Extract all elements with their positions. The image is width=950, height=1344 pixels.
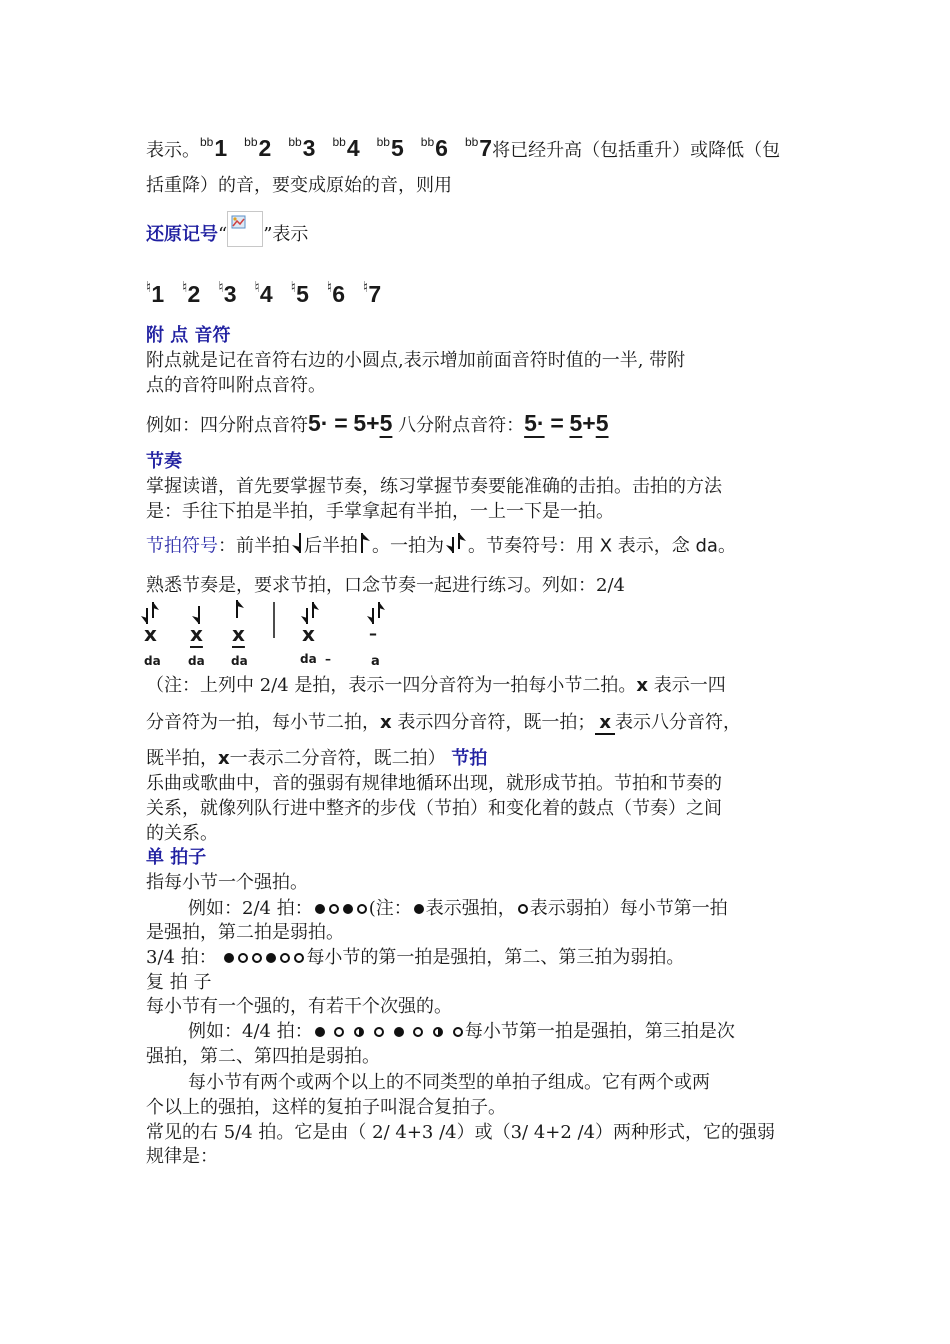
digit: 5	[390, 135, 404, 161]
digit: 5	[296, 281, 309, 307]
text: 。一拍为	[372, 535, 444, 557]
double-flat-sign: bb	[464, 135, 479, 149]
natural-icon: ♮	[182, 278, 188, 296]
syllable: da	[144, 654, 161, 668]
text: 每小节第一拍是强拍，第三拍是次	[464, 1021, 735, 1042]
digit: 6	[435, 135, 448, 161]
secondary-strong-beat-icon	[433, 1027, 443, 1037]
weak-beat-icon	[357, 904, 367, 914]
text: (注：	[368, 898, 412, 919]
note-line	[146, 711, 741, 735]
down-half-beat-icon	[290, 531, 304, 562]
paragraph: 常见的右 5/4 拍。它是由（ 2/ 4+3 /4）或（3/ 4+2 /4）两种形式，它的强弱	[146, 1122, 776, 1143]
syllable: a	[371, 654, 380, 669]
dotted-example	[146, 411, 609, 438]
double-flat-line	[146, 136, 780, 164]
natural-digits	[146, 278, 399, 309]
digit: 1	[214, 135, 228, 161]
text: 例如：4/4 拍：	[188, 1021, 313, 1042]
section-heading-dotted: 附 点 音符	[146, 325, 231, 346]
double-flat-sign: bb	[332, 135, 346, 149]
eq-note-underlined: 5·	[524, 410, 545, 436]
text: 表示四分音符，既一拍；	[391, 712, 596, 733]
text: 表示弱拍）每小节第一拍	[529, 898, 728, 919]
double-flat-sign: bb	[376, 135, 390, 149]
paragraph: 是强拍，第二拍是弱拍。	[146, 922, 344, 943]
text-line: 括重降）的音，要变成原始的音，则用	[146, 175, 452, 196]
beat-symbol-label: 节拍符号	[146, 535, 218, 557]
digit: 1	[151, 281, 165, 307]
weak-beat-icon	[413, 1027, 423, 1037]
beat-symbol-line	[146, 531, 736, 562]
note-line	[146, 674, 726, 698]
rhythm-notation	[140, 598, 400, 670]
section-heading-meter: 节拍	[451, 748, 488, 769]
eq-note: 5·	[308, 410, 329, 436]
weak-beat-icon	[374, 1027, 384, 1037]
text: 一表示二分音符，既二拍）	[229, 748, 446, 769]
secondary-strong-beat-icon	[354, 1027, 364, 1037]
weak-beat-icon	[294, 953, 304, 963]
text: 表示。	[146, 140, 200, 161]
natural-icon: ♮	[146, 278, 152, 296]
x-symbol: x	[636, 675, 649, 696]
double-flat-sign: bb	[200, 135, 214, 149]
paragraph: 乐曲或歌曲中，音的强弱有规律地循环出现，就形成节拍。节拍和节奏的	[146, 773, 722, 794]
section-heading-compound: 复 拍 子	[146, 972, 212, 993]
natural-icon: ♮	[218, 278, 224, 296]
eq-note-underlined: 5	[379, 410, 393, 436]
rhythm-dash: –	[369, 624, 377, 643]
weak-beat-icon	[334, 1027, 344, 1037]
syllable-dash: –	[325, 652, 331, 666]
up-half-beat-icon	[358, 531, 372, 562]
digit: 3	[302, 135, 316, 161]
digit: 7	[368, 281, 382, 307]
paragraph: 点的音符叫附点音符。	[146, 375, 326, 396]
weak-beat-icon	[329, 904, 339, 914]
paragraph: 关系，就像列队行进中整齐的步伐（节拍）和变化着的鼓点（节奏）之间	[146, 798, 722, 819]
digit: 4	[259, 281, 273, 307]
strong-beat-icon	[414, 904, 424, 914]
text: 例如：2/4 拍：	[188, 898, 313, 919]
one-beat-icon	[444, 531, 468, 562]
natural-icon: ♮	[363, 278, 369, 296]
paragraph: 是：手往下拍是半拍，手掌拿起有半拍，一上一下是一拍。	[146, 501, 614, 522]
x-symbol: x	[218, 748, 230, 769]
text: 表示强拍，	[425, 898, 516, 919]
strong-beat-icon	[394, 1027, 404, 1037]
eq-note-underlined: 5	[569, 410, 583, 436]
syllable: da	[188, 654, 205, 668]
natural-icon: ♮	[254, 278, 260, 296]
broken-image-icon	[227, 211, 263, 247]
weak-beat-icon	[252, 953, 262, 963]
double-flat-sign: bb	[288, 135, 302, 149]
section-heading-simple: 单 拍子	[146, 847, 207, 868]
digit: 2	[258, 135, 272, 161]
note-line	[146, 747, 487, 771]
weak-beat-icon	[518, 904, 528, 914]
digit: 2	[187, 281, 201, 307]
compound-example	[146, 1020, 735, 1044]
weak-beat-icon	[453, 1027, 463, 1037]
rhythm-x: x	[302, 622, 315, 646]
strong-beat-icon	[224, 953, 234, 963]
paragraph: 熟悉节奏是，要求节拍，口念节奏一起进行练习。列如：2/4	[146, 575, 625, 596]
natural-sign-line	[146, 217, 308, 253]
text: 既半拍，	[146, 748, 218, 769]
strong-beat-icon	[266, 953, 276, 963]
paragraph: 每小节有一个强的，有若干个次强的。	[146, 996, 452, 1017]
natural-icon: ♮	[326, 278, 333, 296]
strong-beat-icon	[315, 1027, 325, 1037]
paragraph: 掌握读谱，首先要掌握节奏，练习掌握节奏要能准确的击拍。击拍的方法	[146, 476, 722, 497]
x-symbol: x	[380, 712, 392, 733]
text: 分音符为一拍，每小节二拍，	[146, 712, 380, 733]
paragraph: 个以上的强拍，这样的复拍子叫混合复拍子。	[146, 1097, 506, 1118]
syllable: da	[300, 652, 317, 666]
text: 。节奏符号：用 X 表示，念 da。	[468, 535, 736, 557]
paragraph: 附点就是记在音符右边的小圆点,表示增加前面音符时值的一半, 带附	[146, 350, 686, 371]
text: 后半拍	[304, 535, 358, 557]
quote: “	[218, 224, 228, 245]
weak-beat-icon	[238, 953, 248, 963]
paragraph: 规律是：	[146, 1146, 218, 1167]
text: 将已经升高（包括重升）或降低（包	[492, 140, 781, 161]
strong-beat-icon	[315, 904, 325, 914]
digit: 7	[479, 135, 493, 161]
paragraph: 强拍，第二、第四拍是弱拍。	[146, 1046, 380, 1067]
x-eighth-symbol: x	[595, 712, 615, 735]
rhythm-x-eighth: x	[232, 622, 245, 646]
paragraph: 指每小节一个强拍。	[146, 872, 308, 893]
rhythm-x-eighth: x	[190, 622, 203, 646]
text: （注：上列中 2/4 是拍，表示一四分音符为一拍每小节二拍。	[146, 675, 637, 696]
text: 表示八分音符，	[614, 712, 741, 733]
rhythm-x: x	[144, 622, 157, 646]
natural-icon: ♮	[290, 278, 297, 296]
weak-beat-icon	[280, 953, 290, 963]
paragraph: 每小节有两个或两个以上的不同类型的单拍子组成。它有两个或两	[188, 1072, 710, 1093]
eq-op: =	[334, 410, 348, 436]
digit: 4	[346, 135, 360, 161]
eq-op: +	[582, 410, 596, 436]
text: 每小节的第一拍是强拍，第二、第三拍为弱拍。	[306, 947, 685, 968]
section-heading-rhythm: 节奏	[146, 451, 182, 472]
text: 3/4 拍：	[146, 947, 217, 968]
eq-note-underlined: 5	[595, 410, 609, 436]
text: 八分附点音符：	[398, 415, 525, 436]
eq-op: =	[550, 410, 564, 436]
strong-beat-icon	[343, 904, 353, 914]
digit: 3	[223, 281, 237, 307]
eq-note: 5	[353, 410, 367, 436]
double-flat-sign: bb	[420, 135, 435, 149]
natural-sign-title: 还原记号	[146, 224, 218, 245]
simple-example	[146, 897, 728, 921]
text: ”表示	[263, 224, 309, 245]
eq-op: +	[366, 410, 380, 436]
double-flat-sign: bb	[244, 135, 258, 149]
paragraph: 的关系。	[146, 823, 218, 844]
text: ：前半拍	[218, 535, 290, 557]
simple-example-34	[146, 946, 684, 970]
text: 例如：四分附点音符	[146, 415, 308, 436]
digit: 6	[332, 281, 346, 307]
text: 表示一四	[648, 675, 726, 696]
syllable: da	[231, 654, 248, 668]
beat-symbols	[140, 598, 400, 638]
